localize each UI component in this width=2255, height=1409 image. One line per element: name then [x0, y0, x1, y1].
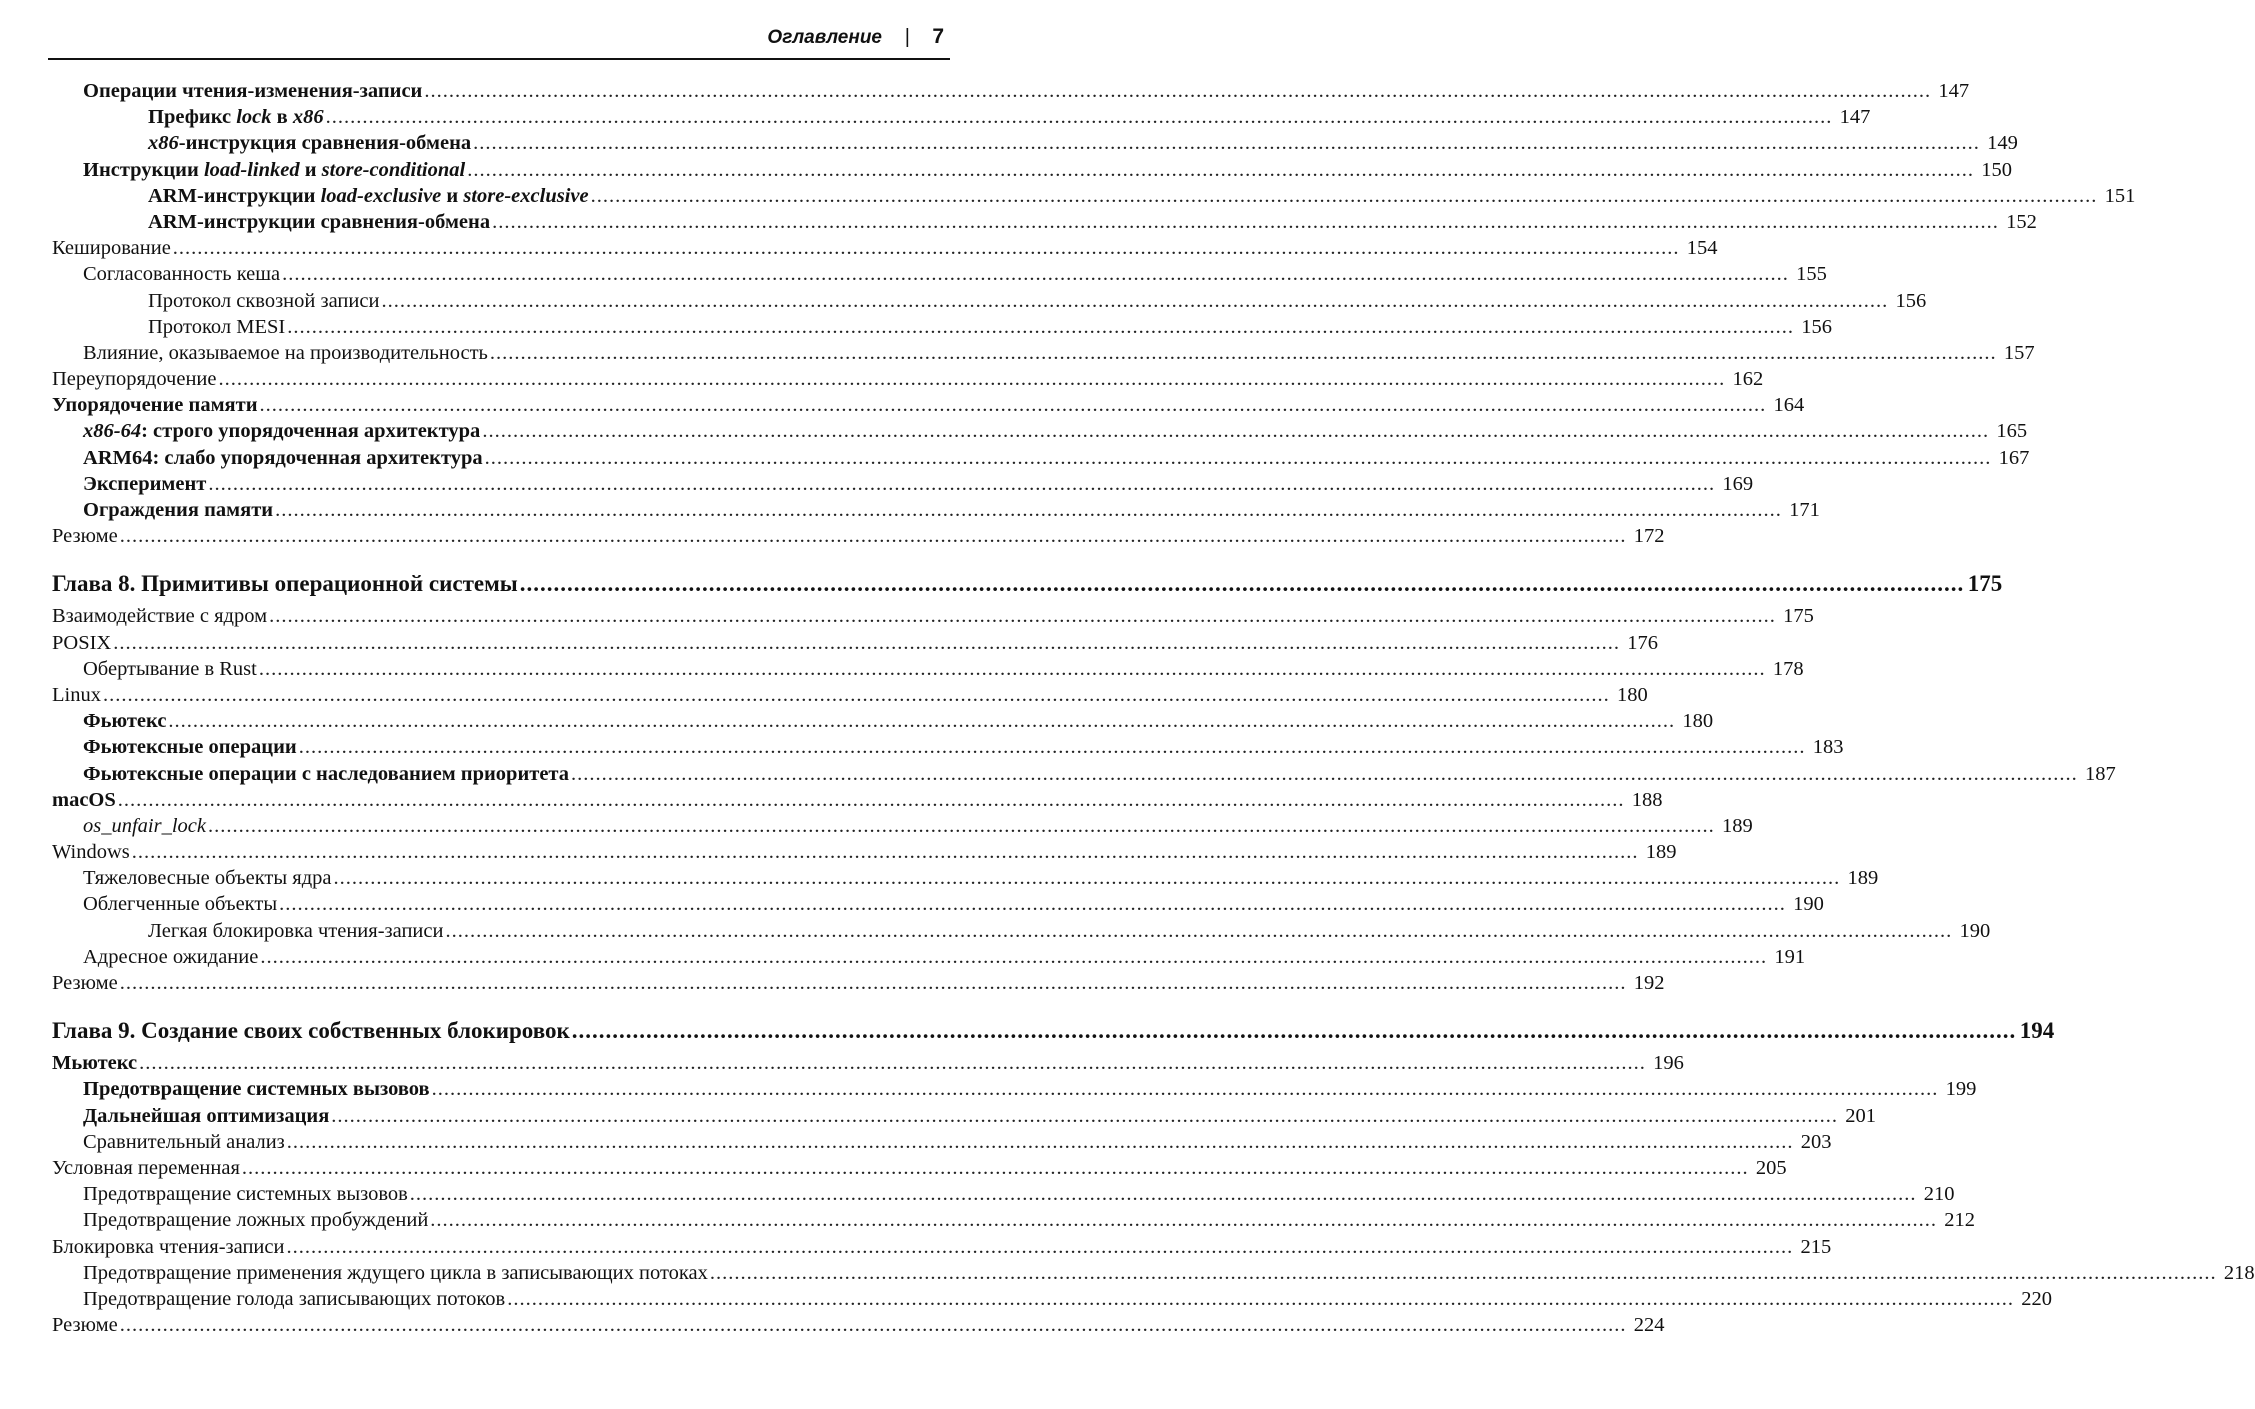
toc-entry-title: Легкая блокировка чтения-записи [148, 919, 444, 942]
toc-entry[interactable] [52, 157, 2012, 183]
toc-entry-page: 157 [2003, 341, 2035, 364]
toc-entry-page: 165 [1996, 420, 2028, 443]
dot-leader [410, 1181, 1917, 1207]
dot-leader [473, 130, 1980, 156]
toc-entry[interactable] [52, 839, 1677, 865]
toc-entry[interactable] [52, 314, 1832, 340]
toc-entry[interactable] [52, 970, 1665, 996]
toc-entry-page: 189 [1722, 814, 1753, 837]
toc-entry[interactable] [52, 656, 1804, 682]
running-title: Оглавление [767, 27, 882, 48]
dot-leader [381, 288, 1888, 314]
toc-entry-title: Предотвращение применения ждущего цикла в записывающих потоках [83, 1261, 708, 1284]
dot-leader [520, 567, 1965, 601]
dot-leader [168, 708, 1675, 734]
table-of-contents [52, 78, 2255, 1338]
toc-entry-title: Обертывание в Rust [83, 657, 257, 680]
page-header [48, 24, 950, 54]
toc-entry[interactable] [52, 1312, 1665, 1338]
dot-leader [287, 1129, 1794, 1155]
dot-leader [279, 891, 1786, 917]
toc-entry-title: Адресное ожидание [83, 945, 259, 968]
dot-leader [242, 1155, 1749, 1181]
toc-entry-title: Протокол MESI [148, 315, 286, 338]
toc-entry[interactable] [52, 1207, 1976, 1233]
toc-entry[interactable] [52, 497, 1820, 523]
toc-entry-title: Упорядочение памяти [52, 394, 258, 417]
toc-entry-title: Linux [52, 683, 101, 706]
toc-entry[interactable] [52, 130, 2018, 156]
toc-entry-title: Мьютекс [52, 1052, 138, 1075]
toc-entry[interactable] [52, 392, 1805, 418]
toc-entry-page: 176 [1627, 631, 1658, 654]
dot-leader [120, 970, 1627, 996]
dot-leader [492, 209, 1999, 235]
dot-leader [710, 1260, 2217, 1286]
dot-leader [259, 656, 1766, 682]
toc-entry[interactable] [52, 1103, 1877, 1129]
toc-entry-title: Согласованность кеша [83, 263, 281, 286]
toc-entry-page: 188 [1631, 788, 1663, 811]
toc-entry[interactable] [52, 261, 1827, 287]
toc-entry[interactable] [52, 630, 1658, 656]
toc-entry-title: Резюме [52, 972, 118, 994]
toc-entry-title: Переупорядочение [52, 368, 217, 391]
toc-entry-page: 156 [1801, 315, 1832, 338]
dot-leader [430, 1207, 1937, 1233]
toc-entry[interactable] [52, 734, 1844, 760]
toc-entry-page: 164 [1773, 394, 1805, 417]
toc-entry-title: macOS [52, 788, 116, 811]
toc-entry-page: 203 [1800, 1130, 1832, 1153]
toc-entry[interactable] [52, 944, 1806, 970]
chapter-heading[interactable] [52, 567, 2003, 601]
dot-leader [260, 944, 1767, 970]
toc-entry-page: 189 [1645, 841, 1677, 864]
toc-entry-title: Предотвращение системных вызовов [83, 1078, 430, 1101]
toc-entry-title: Фьютексные операции [83, 736, 297, 759]
dot-leader [331, 1103, 1838, 1129]
dot-leader [299, 734, 1806, 760]
toc-entry[interactable] [52, 418, 2028, 444]
dot-leader [132, 839, 1639, 865]
dot-leader [208, 471, 1715, 497]
toc-entry-page: 147 [1938, 80, 1970, 102]
dot-leader [275, 497, 1782, 523]
dot-leader [103, 682, 1610, 708]
toc-entry-title: Кеширование [52, 237, 171, 260]
page-number: 7 [932, 25, 944, 48]
chapter-heading[interactable] [52, 1014, 2055, 1048]
dot-leader [219, 366, 1726, 392]
toc-entry[interactable] [52, 183, 2136, 209]
toc-entry[interactable] [52, 1234, 1832, 1260]
toc-entry-title: x86-64: строго упорядоченная архитектура [83, 420, 481, 443]
toc-entry-title: Протокол сквозной записи [148, 289, 380, 312]
toc-entry-title: Ограждения памяти [83, 499, 274, 521]
chapter-title: Глава 8. Примитивы операционной системы [52, 571, 518, 597]
toc-entry-page: 167 [1998, 446, 2030, 469]
toc-entry-page: 154 [1686, 237, 1718, 260]
toc-entry[interactable] [52, 682, 1648, 708]
toc-entry[interactable] [52, 761, 2116, 787]
toc-entry-page: 201 [1845, 1104, 1877, 1127]
dot-leader [482, 418, 1989, 444]
toc-entry[interactable] [52, 209, 2037, 235]
chapter-page: 194 [2019, 1018, 2055, 1044]
dot-leader [572, 1014, 2017, 1048]
toc-entry[interactable] [52, 366, 1764, 392]
toc-entry-page: 224 [1633, 1314, 1665, 1337]
toc-entry[interactable] [52, 235, 1718, 261]
toc-entry-page: 180 [1682, 710, 1714, 733]
toc-entry-title: Условная переменная [52, 1156, 240, 1179]
toc-entry[interactable] [52, 1181, 1955, 1207]
toc-entry-title: Резюме [52, 525, 118, 548]
toc-entry-title: ARM64: слабо упорядоченная архитектура [83, 446, 483, 469]
toc-entry-page: 155 [1796, 263, 1827, 286]
dot-leader [485, 445, 1992, 471]
dot-leader [424, 78, 1931, 104]
dot-leader [286, 1234, 1793, 1260]
toc-entry-title: Инструкции load-linked и store-conditional [83, 158, 466, 181]
toc-entry-page: 187 [2085, 762, 2116, 785]
toc-entry-page: 183 [1812, 736, 1844, 759]
toc-entry[interactable] [52, 1050, 1684, 1076]
dot-leader [334, 865, 1841, 891]
dot-leader [139, 1050, 1646, 1076]
toc-entry[interactable] [52, 1076, 1977, 1102]
toc-entry[interactable] [52, 78, 1970, 104]
toc-entry-title: Префикс lock в x86 [148, 106, 324, 129]
toc-entry-page: 151 [2104, 184, 2136, 207]
toc-entry-title: Сравнительный анализ [83, 1130, 285, 1153]
toc-entry-title: Фьютексные операции с наследованием приоритета [83, 762, 570, 785]
dot-leader [118, 787, 1625, 813]
toc-entry-title: ARM-инструкции сравнения-обмена [148, 210, 491, 233]
toc-entry[interactable] [52, 813, 1753, 839]
toc-entry-title: x86-инструкция сравнения-обмена [148, 132, 472, 155]
toc-entry-page: 150 [1981, 158, 2012, 181]
dot-leader [282, 261, 1789, 287]
dot-leader [490, 340, 1997, 366]
toc-entry-page: 205 [1755, 1156, 1787, 1179]
toc-entry-page: 147 [1839, 106, 1871, 129]
toc-entry-page: 189 [1847, 867, 1879, 890]
toc-entry[interactable] [52, 1155, 1787, 1181]
toc-entry-title: Облегченные объекты [83, 893, 278, 916]
toc-entry-page: 218 [2223, 1261, 2255, 1284]
toc-entry-page: 199 [1945, 1078, 1977, 1101]
dot-leader [173, 235, 1680, 261]
toc-entry-page: 215 [1800, 1235, 1832, 1258]
toc-entry-page: 152 [2006, 210, 2037, 233]
toc-entry-page: 149 [1987, 132, 2018, 155]
toc-entry-title: Эксперимент [83, 472, 207, 495]
chapter-page: 175 [1967, 571, 2003, 597]
toc-entry-title: Тяжеловесные объекты ядра [83, 867, 332, 890]
toc-entry-title: Предотвращение голода записывающих потоков [83, 1287, 506, 1310]
dot-leader [120, 1312, 1627, 1338]
toc-entry[interactable] [52, 1286, 2052, 1312]
dot-leader [120, 523, 1627, 549]
toc-entry-title: Операции чтения-изменения-записи [83, 80, 423, 102]
toc-entry[interactable] [52, 603, 1814, 629]
toc-entry[interactable] [52, 708, 1714, 734]
toc-entry-page: 220 [2021, 1287, 2052, 1310]
toc-entry[interactable] [52, 340, 2035, 366]
toc-entry-page: 172 [1633, 525, 1665, 548]
toc-entry-page: 192 [1633, 972, 1665, 994]
toc-entry-title: POSIX [52, 631, 112, 654]
toc-entry-title: Windows [52, 841, 130, 864]
toc-entry-page: 190 [1793, 893, 1824, 916]
toc-entry-page: 212 [1944, 1209, 1976, 1232]
toc-entry[interactable] [52, 865, 1879, 891]
toc-entry-page: 190 [1959, 919, 1991, 942]
toc-entry-title: Дальнейшая оптимизация [83, 1104, 330, 1127]
toc-entry-title: Блокировка чтения-записи [52, 1235, 285, 1258]
toc-entry-title: Резюме [52, 1314, 118, 1337]
toc-entry-title: Предотвращение ложных пробуждений [83, 1209, 429, 1232]
toc-entry[interactable] [52, 445, 2030, 471]
toc-entry-title: Предотвращение системных вызовов [83, 1183, 408, 1206]
header-rule [48, 58, 950, 60]
toc-entry[interactable] [52, 523, 1665, 549]
toc-entry-title: Взаимодействие с ядром [52, 605, 268, 628]
dot-leader [507, 1286, 2014, 1312]
dot-leader [591, 183, 2098, 209]
toc-entry-page: 162 [1732, 368, 1764, 391]
dot-leader [467, 157, 1974, 183]
toc-entry-page: 171 [1789, 499, 1820, 521]
toc-entry[interactable] [52, 1129, 1832, 1155]
dot-leader [432, 1076, 1939, 1102]
toc-entry[interactable] [52, 471, 1754, 497]
toc-entry-page: 156 [1895, 289, 1927, 312]
toc-entry[interactable] [52, 104, 1871, 130]
dot-leader [326, 104, 1833, 130]
toc-entry[interactable] [52, 1260, 2255, 1286]
toc-entry-page: 196 [1653, 1052, 1684, 1075]
dot-leader [260, 392, 1767, 418]
toc-entry-title: Фьютекс [83, 710, 167, 733]
dot-leader [208, 813, 1715, 839]
dot-leader [269, 603, 1776, 629]
dot-leader [113, 630, 1620, 656]
dot-leader [445, 918, 1952, 944]
header-separator: | [904, 26, 910, 48]
toc-entry-page: 210 [1923, 1183, 1955, 1206]
chapter-title: Глава 9. Создание своих собственных блокировок [52, 1018, 570, 1044]
toc-entry-title: os_unfair_lock [83, 814, 206, 837]
toc-entry-page: 180 [1616, 683, 1648, 706]
toc-entry[interactable] [52, 891, 1824, 917]
toc-entry-title: ARM-инструкции load-exclusive и store-exclusive [148, 184, 589, 207]
toc-entry-page: 169 [1722, 472, 1754, 495]
toc-entry-page: 178 [1772, 657, 1804, 680]
toc-entry-title: Влияние, оказываемое на производительность [83, 341, 488, 364]
toc-entry-page: 175 [1783, 605, 1814, 628]
dot-leader [287, 314, 1794, 340]
toc-entry[interactable] [52, 787, 1663, 813]
toc-entry[interactable] [52, 918, 1991, 944]
toc-entry-page: 191 [1774, 945, 1806, 968]
dot-leader [571, 761, 2078, 787]
toc-entry[interactable] [52, 288, 1927, 314]
